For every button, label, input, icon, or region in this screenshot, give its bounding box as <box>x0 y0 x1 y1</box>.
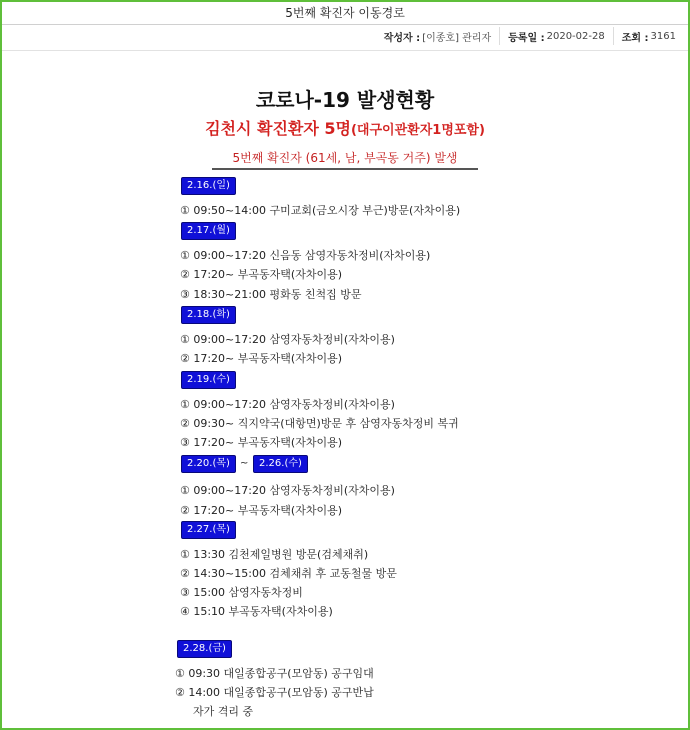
route-item: ② 09:30~ 직지약국(대항면)방문 후 삼영자동차정비 복귀 <box>180 417 459 430</box>
author-value: [이종호] 관리자 <box>422 32 492 44</box>
views-value: 3161 <box>650 30 676 42</box>
route-item: ① 09:00~17:20 삼영자동차정비(자차이용) <box>180 484 395 497</box>
date-label: 등록일 : <box>508 32 545 44</box>
case-note <box>0 149 690 170</box>
route-item: ① 09:00~17:20 삼영자동차정비(자차이용) <box>180 333 395 346</box>
views-field <box>613 27 684 45</box>
date-badge: 2.19.(수) <box>181 371 236 389</box>
date-badge: 2.27.(목) <box>181 521 236 539</box>
author-field <box>376 27 499 45</box>
post-meta <box>376 27 684 45</box>
date-badge: 2.18.(화) <box>181 306 236 324</box>
route-item: ② 17:20~ 부곡동자택(자차이용) <box>180 268 342 281</box>
sub-heading-main: 김천시 확진환자 5명 <box>205 119 351 138</box>
route-item: ① 09:00~17:20 삼영자동차정비(자차이용) <box>180 398 395 411</box>
date-badge: 2.20.(목) <box>181 455 236 473</box>
route-item: ④ 15:10 부곡동자택(자차이용) <box>180 605 333 618</box>
route-item: ① 13:30 김천제일병원 방문(검체채취) <box>180 548 369 561</box>
route-item: ② 14:30~15:00 검체채취 후 교동철물 방문 <box>180 567 397 580</box>
route-item: ③ 17:20~ 부곡동자택(자차이용) <box>180 436 342 449</box>
route-item: ② 17:20~ 부곡동자택(자차이용) <box>180 504 342 517</box>
sub-heading-note: (대구이관환자1명포함) <box>350 123 485 138</box>
date-badge: 2.28.(금) <box>177 640 232 658</box>
views-label: 조회 : <box>621 32 649 44</box>
route-item: ① 09:50~14:00 구미교회(금오시장 부근)방문(자차이용) <box>180 204 461 217</box>
author-label: 작성자 : <box>383 32 421 44</box>
route-item: ① 09:30 대일종합공구(모암동) 공구임대 <box>175 667 374 680</box>
date-badge: 2.26.(수) <box>253 455 308 473</box>
route-item: ③ 18:30~21:00 평화동 친척집 방문 <box>180 288 362 301</box>
range-tilde: ~ <box>240 458 249 469</box>
date-badge: 2.16.(일) <box>181 177 236 195</box>
date-badge: 2.17.(월) <box>181 222 236 240</box>
route-item: ③ 15:00 삼영자동차정비 <box>180 586 303 599</box>
sub-heading <box>0 116 690 139</box>
route-item: ① 09:00~17:20 신음동 삼영자동차정비(자차이용) <box>180 249 431 262</box>
route-item: ② 14:00 대일종합공구(모암동) 공구반납 <box>175 686 374 699</box>
date-field <box>499 27 613 45</box>
window-title: 5번째 확진자 이동경로 <box>2 2 688 25</box>
status-note: 자가 격리 중 <box>193 705 254 718</box>
route-item: ② 17:20~ 부곡동자택(자차이용) <box>180 352 342 365</box>
case-note-text: 5번째 확진자 (61세, 남, 부곡동 거주) 발생 <box>212 149 477 170</box>
main-heading: 코로나-19 발생현황 <box>255 88 435 112</box>
date-value: 2020-02-28 <box>546 30 605 42</box>
divider <box>2 50 688 51</box>
